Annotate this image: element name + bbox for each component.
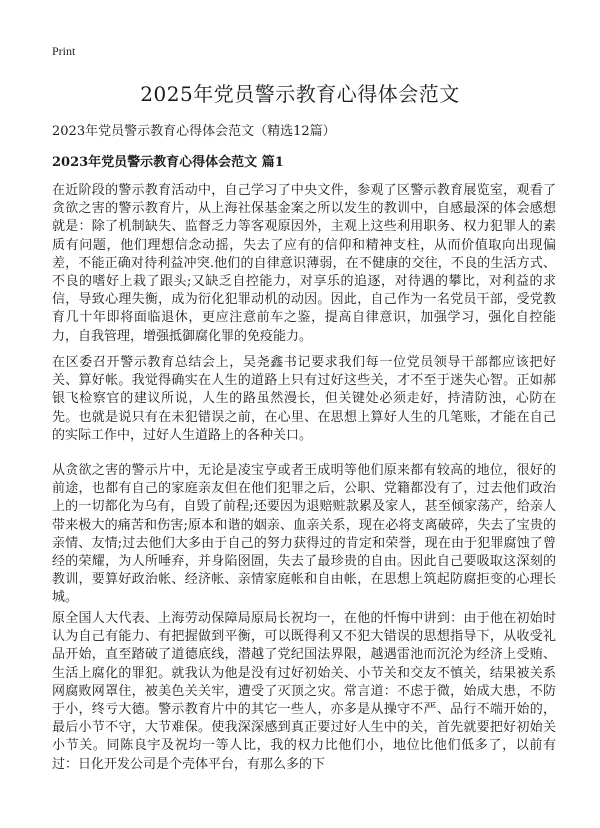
document-subtitle: 2023年党员警示教育心得体会范文（精选12篇）	[52, 124, 336, 139]
body-paragraph-3: 从贪欲之害的警示片中，无论是凌宝亨或者王成明等他们原来都有较高的地位，很好的前途，也都有自己的家庭亲友但在他们犯罪之后，公职、党籍都没有了，过去他们政治上的一切都化为乌有，自毁了前程;还要因为退赔赃款累及家人，甚至倾家荡产，给亲人带来极大的痛苦和伤害;原本和谐的姻亲、血亲关系，现在必将支离破碎，失去了宝贵的亲情、友情;过去他们大多由于自己的努力获得过的肯定和荣誉，现在由于犯罪腐蚀了曾经的荣耀，为人所唾弃，并身陷囹圄，失去了最珍贵的自由。因此自己要吸取这深刻的教训，要算好政治帐、经济帐、亲情家庭帐和自由帐，在思想上筑起防腐拒变的心理长城。	[52, 463, 556, 606]
body-paragraph-1: 在近阶段的警示教育活动中，自己学习了中央文件，参观了区警示教育展览室，观看了贪欲之害的警示教育片，从上海社保基金案之所以发生的教训中，自感最深的体会感想就是：除了机制缺失、监督乏力等客观原因外，主观上这些利用职务、权力犯罪人的素质有问题，他们理想信念动摇，失去了应有的信仰和精神支柱，从而价值取向出现偏差，不能正确对待利益冲突.他们的自律意识薄弱，在不健康的交往，不良的生活方式、不良的嗜好上栽了跟头;又缺乏自控能力，对享乐的追逐，对待遇的攀比，对利益的求信，导致心理失衡，成为衍化犯罪动机的动因。因此，自己作为一名党员干部，受党教育几十年即将面临退休，更应注意前车之鉴，提高自律意识，加强学习，强化自控能力，自我管理，增强抵御腐化罪的免疫能力。	[52, 183, 556, 344]
page-title: 2025年党员警示教育心得体会范文	[140, 82, 460, 106]
body-paragraph-2: 在区委召开警示教育总结会上，吴尧鑫书记要求我们每一位党员领导干部都应该把好关、算好帐。我觉得确实在人生的道路上只有过好这些关，才不至于迷失心智。正如郝银飞检察官的建议所说，人生的路虽然漫长，但关键处必须走好，持清防浊，心防在先。也就是说只有在未犯错误之前，在心里、在思想上算好人生的几笔账，才能在自己的实际工作中，过好人生道路上的各种关口。	[52, 355, 556, 443]
body-paragraph-4: 原全国人大代表、上海劳动保障局原局长祝均一，在他的忏悔中讲到：由于他在初始时认为自己有能力、有把握做到平衡，可以既得利又不犯大错误的思想指导下，从收受礼品开始，直至踏破了道德底线，潜越了党纪国法界限，越遇雷池而沉沦为经济上受贿、生活上腐化的罪犯。就我认为他是没有过好初始关、小节关和交友不慎关，结果被关系网腐败网罩住，被美色关关牢，遭受了灭顶之灾。常言道：不虑于微，始成大患，不防于小，终亏大德。警示教育片中的其它一些人，亦多是从操守不严、品行不端开始的，最后小节不守，大节难保。使我深深感到真正要过好人生中的关，首先就要把好初始关小节关。同陈良宇及祝均一等人比，我的权力比他们小，地位比他们低多了，以前有过：日化开发公司是个壳体平台，有那么多的下	[52, 611, 556, 772]
section-heading: 2023年党员警示教育心得体会范文 篇1	[52, 155, 284, 170]
print-link[interactable]: Print	[52, 44, 76, 58]
